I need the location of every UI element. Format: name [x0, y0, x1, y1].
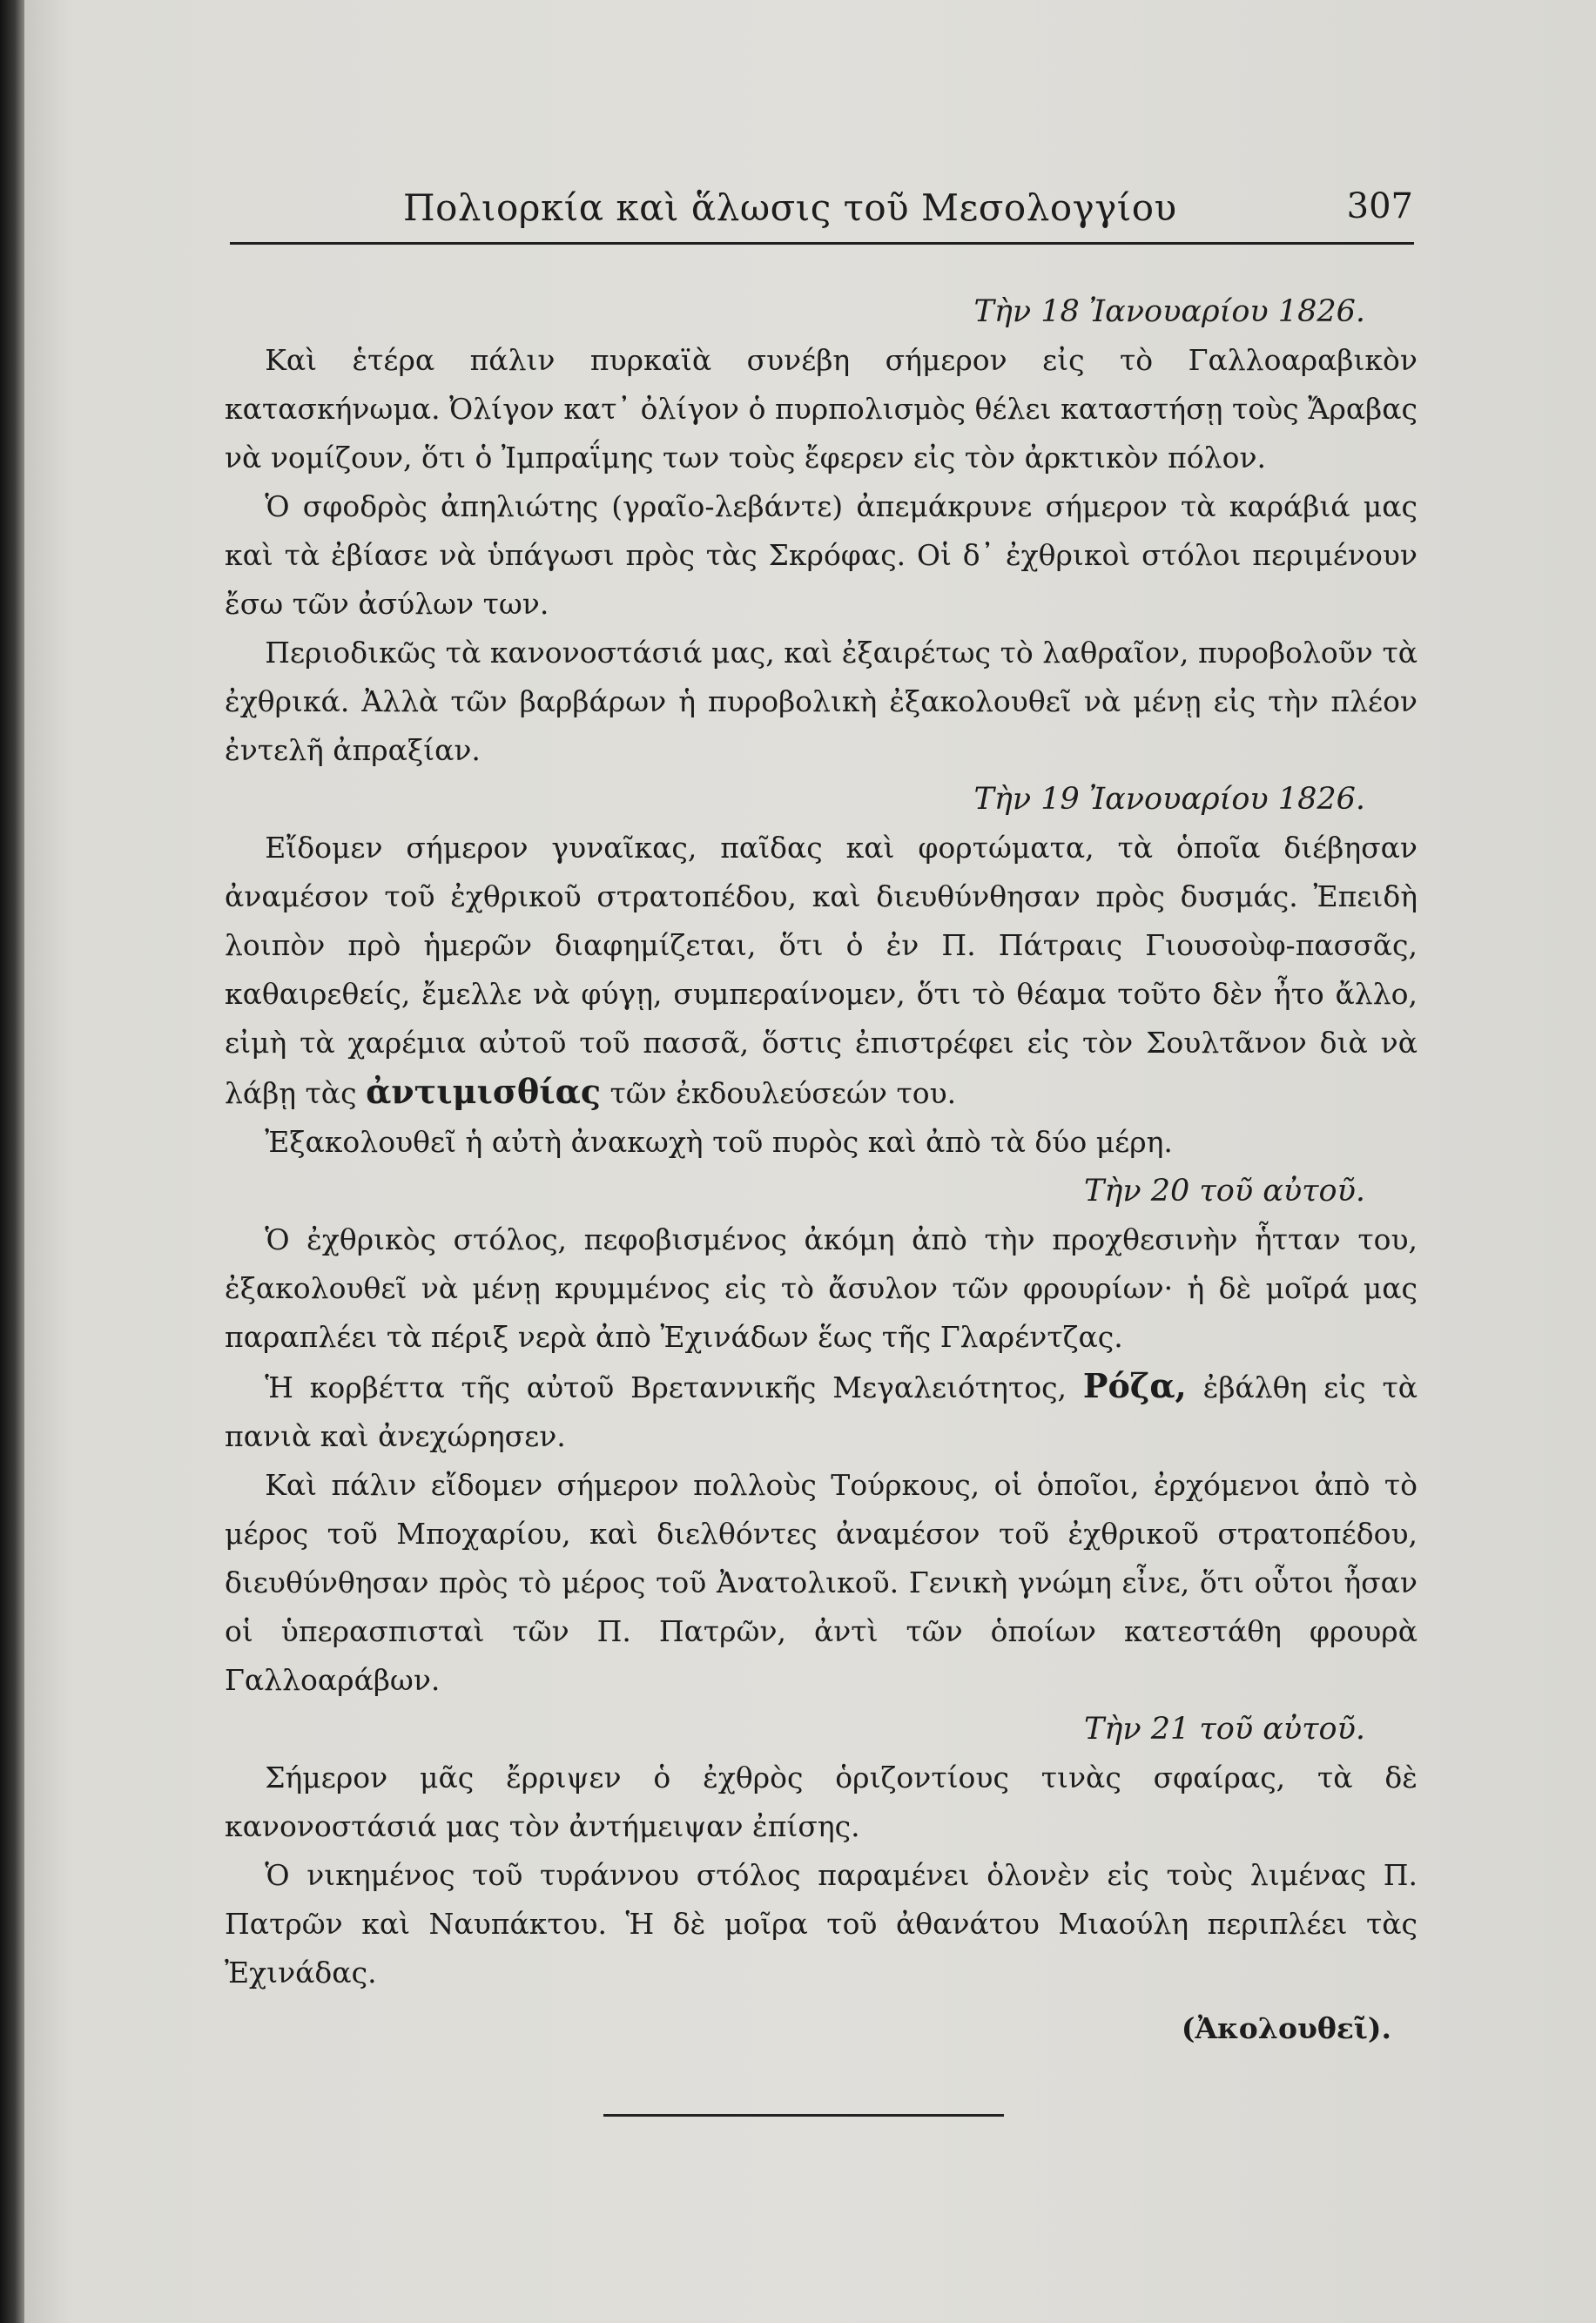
continued-note: (Ἀκολουθεῖ). — [1181, 2011, 1391, 2045]
paragraph: Ὁ σφοδρὸς ἀπηλιώτης (γραῖο-λεβάντε) ἀπεμάκρυνε σήμερον τὰ καράβιά μας καὶ τὰ ἐβίασε νὰ ὑπάγωσι πρὸς τὰς Σκρόφας. Οἱ δ᾽ ἐχθρικοὶ στόλοι περιμένουν ἔσω τῶν ἀσύλων των. — [225, 489, 1418, 621]
end-rule — [603, 2114, 1004, 2117]
bold-word: ἀντιμισθίας — [366, 1072, 601, 1111]
paragraph-text: τῶν ἐκδουλεύσεών του. — [609, 1076, 957, 1110]
running-title: Πολιορκία καὶ ἅλωσις τοῦ Μεσολογγίου — [403, 186, 1177, 229]
paragraph-text: Ἡ κορβέττα τῆς αὐτοῦ Βρεταννικῆς Μεγαλειότητος, — [265, 1370, 1067, 1404]
page-number: 307 — [1346, 186, 1413, 226]
page-body — [225, 287, 1418, 2053]
paragraph: Ἐξακολουθεῖ ἡ αὐτὴ ἀνακωχὴ τοῦ πυρὸς καὶ ἀπὸ τὰ δύο μέρη. — [265, 1125, 1173, 1159]
paragraph: Ὁ νικημένος τοῦ τυράννου στόλος παραμένει ὁλονὲν εἰς τοὺς λιμένας Π. Πατρῶν καὶ Ναυπάκτου. Ἡ δὲ μοῖρα τοῦ ἀθανάτου Μιαούλη περιπλέει τὰς Ἐχινάδας. — [225, 1858, 1418, 1990]
book-page — [24, 0, 1596, 2323]
paragraph: Καὶ ἑτέρα πάλιν πυρκαϊὰ συνέβη σήμερον εἰς τὸ Γαλλοαραβικὸν κατασκήνωμα. Ὀλίγον κατ᾽ ὀλίγον ὁ πυρπολισμὸς θέλει καταστήσῃ τοὺς Ἄραβας νὰ νομίζουν, ὅτι ὁ Ἰμπραΐμης των τοὺς ἔφερεν εἰς τὸν ἀρκτικὸν πόλον. — [225, 343, 1418, 475]
paragraph: Καὶ πάλιν εἴδομεν σήμερον πολλοὺς Τούρκους, οἱ ὁποῖοι, ἐρχόμενοι ἀπὸ τὸ μέρος τοῦ Μποχαρίου, καὶ διελθόντες ἀναμέσον τοῦ ἐχθρικοῦ στρατοπέδου, διευθύνθησαν πρὸς τὸ μέρος τοῦ Ἀνατολικοῦ. Γενικὴ γνώμη εἶνε, ὅτι οὗτοι ἦσαν οἱ ὑπερασπισταὶ τῶν Π. Πατρῶν, ἀντὶ τῶν ὁποίων κατεστάθη φρουρὰ Γαλλοαράβων. — [225, 1468, 1418, 1697]
paragraph: Ὁ ἐχθρικὸς στόλος, πεφοβισμένος ἀκόμη ἀπὸ τὴν προχθεσινὴν ἧτταν του, ἐξακολουθεῖ νὰ μένῃ κρυμμένος εἰς τὸ ἄσυλον τῶν φρουρίων· ἡ δὲ μοῖρά μας παραπλέει τὰ πέριξ νερὰ ἀπὸ Ἐχινάδων ἕως τῆς Γλαρέντζας. — [225, 1222, 1418, 1354]
book-spine — [0, 0, 24, 2323]
paragraph-text: ἐβάλθη εἰς τὰ πανιὰ καὶ ἀνεχώρησεν. — [225, 1370, 1418, 1453]
entry-date: Τὴν 18 Ἰανουαρίου 1826. — [973, 294, 1365, 329]
entry-date: Τὴν 19 Ἰανουαρίου 1826. — [973, 782, 1365, 817]
entry-date: Τὴν 20 τοῦ αὐτοῦ. — [1084, 1174, 1365, 1209]
header-rule — [230, 242, 1414, 245]
paragraph: Σήμερον μᾶς ἔρριψεν ὁ ἐχθρὸς ὁριζοντίους τινὰς σφαίρας, τὰ δὲ κανονοστάσιά μας τὸν ἀντήμειψαν ἐπίσης. — [225, 1761, 1418, 1843]
running-header — [238, 183, 1413, 235]
ship-name: Ρόζα, — [1082, 1366, 1187, 1405]
paragraph — [225, 824, 1418, 1118]
paragraph-text: Εἴδομεν σήμερον γυναῖκας, παῖδας καὶ φορτώματα, τὰ ὁποῖα διέβησαν ἀναμέσον τοῦ ἐχθρικοῦ στρατοπέδου, καὶ διευθύνθησαν πρὸς δυσμάς. Ἐπειδὴ λοιπὸν πρὸ ἡμερῶν διαφημίζεται, ὅτι ὁ ἐν Π. Πάτραις Γιουσοὺφ-πασσᾶς, καθαιρεθείς, ἔμελλε νὰ φύγῃ, συμπεραίνομεν, ὅτι τὸ θέαμα τοῦτο δὲν ἦτο ἄλλο, εἰμὴ τὰ χαρέμια αὐτοῦ τοῦ πασσᾶ, ὅστις ἐπιστρέφει εἰς τὸν Σουλτᾶνον διὰ νὰ λάβῃ τὰς — [225, 831, 1418, 1110]
paragraph — [225, 1362, 1418, 1461]
entry-date: Τὴν 21 τοῦ αὐτοῦ. — [1084, 1712, 1365, 1747]
paragraph: Περιοδικῶς τὰ κανονοστάσιά μας, καὶ ἐξαιρέτως τὸ λαθραῖον, πυροβολοῦν τὰ ἐχθρικά. Ἀλλὰ τῶν βαρβάρων ἡ πυροβολικὴ ἐξακολουθεῖ νὰ μένῃ εἰς τὴν πλέον ἐντελῆ ἀπραξίαν. — [225, 636, 1418, 767]
